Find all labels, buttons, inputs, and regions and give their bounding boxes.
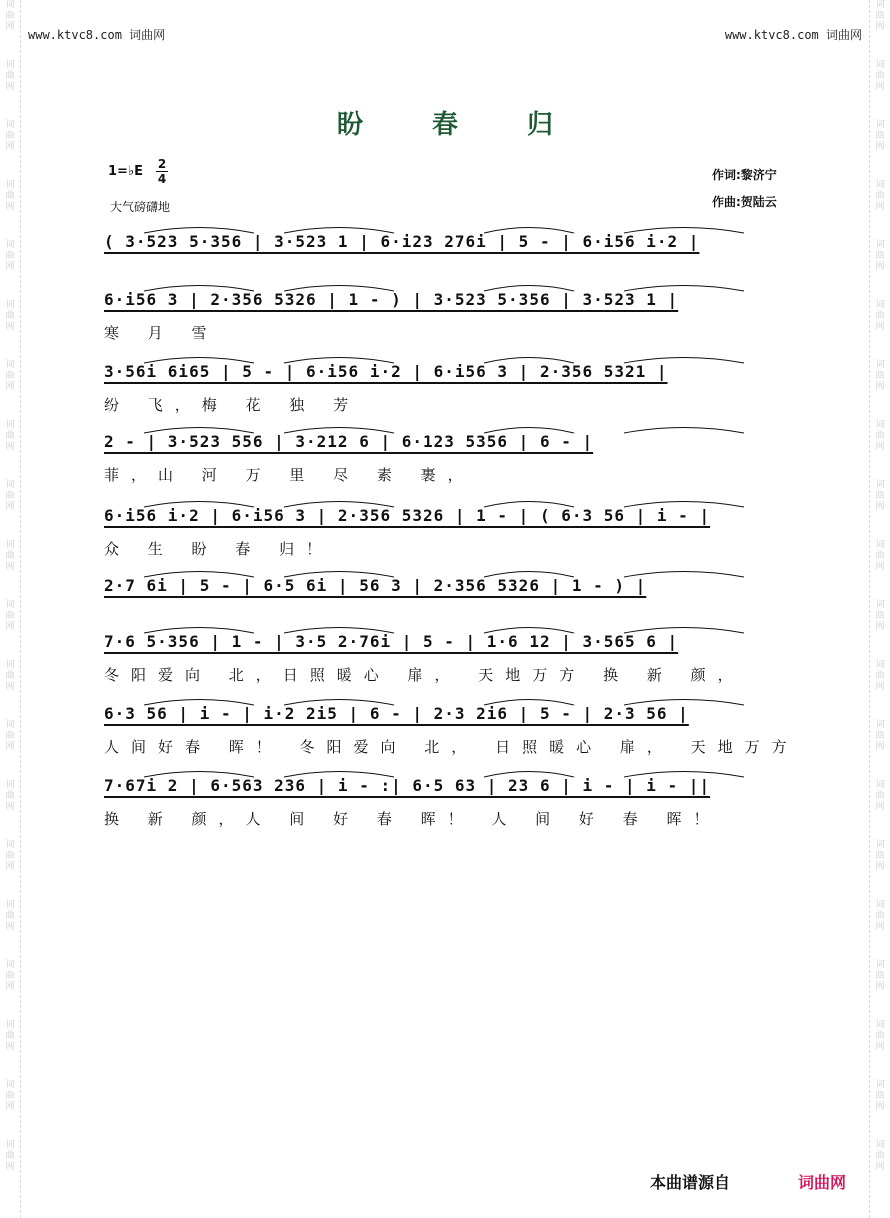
watermark-char: 曲 bbox=[875, 1031, 885, 1041]
watermark-char: 网 bbox=[875, 202, 885, 212]
watermark-char: 词 bbox=[5, 60, 15, 70]
lyricist-credit: 作词:黎济宁 bbox=[712, 168, 777, 182]
watermark-char: 曲 bbox=[5, 671, 15, 681]
watermark-char: 曲 bbox=[875, 971, 885, 981]
watermark-char: 曲 bbox=[5, 731, 15, 741]
watermark-char: 网 bbox=[875, 82, 885, 92]
watermark-char: 网 bbox=[875, 322, 885, 332]
watermark-char: 词 bbox=[875, 1020, 885, 1030]
watermark-char: 词 bbox=[875, 720, 885, 730]
watermark-char: 词 bbox=[5, 900, 15, 910]
watermark-text bbox=[0, 720, 20, 753]
watermark-char: 曲 bbox=[5, 251, 15, 261]
watermark-char: 曲 bbox=[5, 791, 15, 801]
meter-bottom: 4 bbox=[157, 172, 167, 186]
watermark-char: 曲 bbox=[875, 11, 885, 21]
watermark-char: 曲 bbox=[875, 911, 885, 921]
watermark-char: 网 bbox=[5, 982, 15, 992]
watermark-char: 网 bbox=[875, 562, 885, 572]
watermark-char: 词 bbox=[5, 840, 15, 850]
watermark-char: 网 bbox=[5, 22, 15, 32]
watermark-char: 词 bbox=[5, 960, 15, 970]
watermark-char: 词 bbox=[5, 300, 15, 310]
watermark-char: 曲 bbox=[875, 1151, 885, 1161]
watermark-char: 曲 bbox=[875, 671, 885, 681]
watermark-text bbox=[0, 780, 20, 813]
watermark-char: 网 bbox=[5, 82, 15, 92]
lyric-line: 寒 月 雪 bbox=[104, 324, 219, 342]
watermark-char: 网 bbox=[5, 922, 15, 932]
watermark-char: 词 bbox=[5, 120, 15, 130]
watermark-text bbox=[870, 720, 890, 753]
watermark-char: 网 bbox=[5, 1042, 15, 1052]
lyric-line: 纷 飞，梅 花 独 芳 bbox=[104, 396, 361, 414]
watermark-char: 网 bbox=[5, 622, 15, 632]
watermark-char: 网 bbox=[875, 262, 885, 272]
watermark-char: 词 bbox=[875, 360, 885, 370]
header-url-right[interactable]: www.ktvc8.com 词曲网 bbox=[724, 28, 862, 42]
watermark-char: 词 bbox=[875, 600, 885, 610]
song-title: 盼 春 归 bbox=[336, 110, 584, 140]
watermark-char: 词 bbox=[875, 60, 885, 70]
watermark-char: 词 bbox=[875, 960, 885, 970]
watermark-char: 曲 bbox=[5, 551, 15, 561]
footer-brand-link[interactable]: 词曲网 bbox=[798, 1173, 847, 1192]
watermark-char: 词 bbox=[5, 1140, 15, 1150]
watermark-char: 网 bbox=[5, 1102, 15, 1112]
watermark-char: 网 bbox=[5, 562, 15, 572]
watermark-char: 曲 bbox=[5, 431, 15, 441]
watermark-text bbox=[870, 1080, 890, 1113]
time-signature bbox=[156, 158, 168, 185]
watermark-char: 曲 bbox=[875, 551, 885, 561]
watermark-char: 网 bbox=[5, 262, 15, 272]
watermark-char: 词 bbox=[875, 540, 885, 550]
score-line: 2 - | 3·523 556 | 3·212 6 | 6·123 5356 | 6 - | bbox=[104, 432, 594, 451]
watermark-text bbox=[870, 1140, 890, 1173]
watermark-text bbox=[870, 60, 890, 93]
watermark-char: 网 bbox=[875, 502, 885, 512]
watermark-char: 词 bbox=[5, 780, 15, 790]
watermark-char: 曲 bbox=[875, 491, 885, 501]
watermark-char: 网 bbox=[875, 1102, 885, 1112]
watermark-text bbox=[870, 0, 890, 33]
score-line: 7·67i 2 | 6·563 236 | i - :| 6·5 63 | 23 6 | i - | i - || bbox=[104, 776, 711, 795]
watermark-char: 词 bbox=[875, 480, 885, 490]
watermark-char: 网 bbox=[875, 22, 885, 32]
lyric-line bbox=[104, 264, 788, 286]
watermark-char: 词 bbox=[875, 300, 885, 310]
watermark-char: 词 bbox=[5, 360, 15, 370]
watermark-text bbox=[0, 660, 20, 693]
watermark-char: 曲 bbox=[875, 311, 885, 321]
watermark-text bbox=[870, 300, 890, 333]
watermark-char: 网 bbox=[5, 802, 15, 812]
watermark-char: 曲 bbox=[5, 191, 15, 201]
score-line: ( 3·523 5·356 | 3·523 1 | 6·i23 276i | 5 - | 6·i56 i·2 | bbox=[104, 232, 700, 251]
watermark-char: 词 bbox=[5, 1080, 15, 1090]
watermark-char: 词 bbox=[875, 840, 885, 850]
watermark-char: 曲 bbox=[875, 371, 885, 381]
watermark-text bbox=[0, 1080, 20, 1113]
watermark-char: 网 bbox=[875, 982, 885, 992]
watermark-text bbox=[0, 360, 20, 393]
watermark-char: 网 bbox=[5, 322, 15, 332]
score-line: 2·7 6i | 5 - | 6·5 6i | 56 3 | 2·356 5326 | 1 - ) | bbox=[104, 576, 647, 595]
watermark-char: 曲 bbox=[5, 1091, 15, 1101]
watermark-text bbox=[870, 240, 890, 273]
watermark-text bbox=[870, 960, 890, 993]
composer-credit: 作曲:贺陆云 bbox=[712, 195, 777, 209]
watermark-text bbox=[0, 420, 20, 453]
right-watermark-strip bbox=[869, 0, 890, 1218]
lyric-line: 菲，山 河 万 里 尽 素 裹， bbox=[104, 466, 475, 484]
watermark-text bbox=[870, 600, 890, 633]
watermark-char: 曲 bbox=[875, 731, 885, 741]
watermark-char: 词 bbox=[5, 660, 15, 670]
score-line: 6·i56 i·2 | 6·i56 3 | 2·356 5326 | 1 - | ( 6·3 56 | i - | bbox=[104, 506, 711, 525]
watermark-char: 词 bbox=[5, 720, 15, 730]
watermark-char: 词 bbox=[875, 1080, 885, 1090]
lyric-line: 人间好春 晖！ 冬阳爱向 北， 日照暖心 扉， 天地万方 bbox=[104, 738, 799, 756]
watermark-char: 曲 bbox=[875, 131, 885, 141]
watermark-char: 词 bbox=[875, 660, 885, 670]
watermark-char: 词 bbox=[5, 1020, 15, 1030]
watermark-text bbox=[0, 840, 20, 873]
watermark-char: 曲 bbox=[5, 131, 15, 141]
watermark-char: 网 bbox=[5, 502, 15, 512]
watermark-text bbox=[870, 660, 890, 693]
watermark-char: 曲 bbox=[5, 491, 15, 501]
watermark-char: 网 bbox=[875, 802, 885, 812]
watermark-char: 曲 bbox=[875, 851, 885, 861]
watermark-text bbox=[0, 1140, 20, 1173]
score-line: 6·3 56 | i - | i·2 2i5 | 6 - | 2·3 2i6 | 5 - | 2·3 56 | bbox=[104, 704, 689, 723]
score-line: 7·6 5·356 | 1 - | 3·5 2·76i | 5 - | 1·6 12 | 3·565 6 | bbox=[104, 632, 679, 651]
watermark-text bbox=[0, 300, 20, 333]
watermark-char: 词 bbox=[875, 120, 885, 130]
watermark-text bbox=[0, 1020, 20, 1053]
watermark-char: 曲 bbox=[5, 851, 15, 861]
watermark-char: 网 bbox=[5, 862, 15, 872]
watermark-text bbox=[870, 840, 890, 873]
watermark-char: 曲 bbox=[875, 791, 885, 801]
watermark-char: 网 bbox=[875, 1162, 885, 1172]
watermark-char: 词 bbox=[875, 180, 885, 190]
watermark-char: 曲 bbox=[875, 251, 885, 261]
watermark-char: 网 bbox=[875, 142, 885, 152]
watermark-char: 词 bbox=[5, 0, 15, 10]
watermark-char: 曲 bbox=[875, 1091, 885, 1101]
watermark-char: 曲 bbox=[5, 911, 15, 921]
watermark-char: 网 bbox=[875, 442, 885, 452]
lyric-line bbox=[104, 608, 788, 630]
watermark-text bbox=[870, 480, 890, 513]
lyric-line: 换 新 颜，人 间 好 春 晖！ 人 间 好 春 晖！ bbox=[104, 810, 721, 828]
watermark-char: 曲 bbox=[5, 311, 15, 321]
watermark-char: 网 bbox=[5, 202, 15, 212]
left-watermark-strip bbox=[0, 0, 21, 1218]
lyric-line: 冬阳爱向 北，日照暖心 扉， 天地万方 换 新 颜， bbox=[104, 666, 745, 684]
watermark-char: 网 bbox=[875, 682, 885, 692]
watermark-char: 曲 bbox=[875, 611, 885, 621]
header-url-left[interactable]: www.ktvc8.com 词曲网 bbox=[28, 28, 166, 42]
watermark-text bbox=[0, 900, 20, 933]
watermark-char: 词 bbox=[875, 420, 885, 430]
watermark-char: 词 bbox=[5, 420, 15, 430]
watermark-char: 曲 bbox=[5, 71, 15, 81]
watermark-char: 网 bbox=[5, 142, 15, 152]
watermark-char: 网 bbox=[5, 1162, 15, 1172]
watermark-char: 词 bbox=[5, 180, 15, 190]
watermark-text bbox=[870, 180, 890, 213]
watermark-text bbox=[870, 1020, 890, 1053]
watermark-text bbox=[870, 540, 890, 573]
watermark-char: 网 bbox=[875, 742, 885, 752]
watermark-char: 词 bbox=[5, 480, 15, 490]
watermark-char: 网 bbox=[875, 1042, 885, 1052]
watermark-char: 网 bbox=[5, 682, 15, 692]
tempo-marking: 大气磅礴地 bbox=[110, 200, 171, 214]
watermark-char: 曲 bbox=[5, 11, 15, 21]
meter-top: 2 bbox=[157, 157, 167, 171]
watermark-char: 词 bbox=[875, 240, 885, 250]
watermark-char: 曲 bbox=[875, 191, 885, 201]
watermark-char: 网 bbox=[875, 382, 885, 392]
watermark-text bbox=[0, 180, 20, 213]
watermark-char: 词 bbox=[5, 240, 15, 250]
watermark-text bbox=[870, 360, 890, 393]
watermark-char: 曲 bbox=[5, 1031, 15, 1041]
watermark-text bbox=[870, 900, 890, 933]
watermark-char: 曲 bbox=[5, 611, 15, 621]
watermark-text bbox=[0, 480, 20, 513]
watermark-char: 词 bbox=[875, 780, 885, 790]
watermark-char: 网 bbox=[875, 622, 885, 632]
score-line: 3·56i 6i65 | 5 - | 6·i56 i·2 | 6·i56 3 | 2·356 5321 | bbox=[104, 362, 668, 381]
watermark-char: 网 bbox=[5, 382, 15, 392]
watermark-char: 网 bbox=[875, 922, 885, 932]
watermark-text bbox=[0, 540, 20, 573]
watermark-text bbox=[870, 780, 890, 813]
lyric-line: 众 生 盼 春 归！ bbox=[104, 540, 334, 558]
watermark-char: 曲 bbox=[875, 431, 885, 441]
key-signature: 1=♭E bbox=[108, 164, 143, 179]
watermark-char: 网 bbox=[875, 862, 885, 872]
watermark-char: 曲 bbox=[875, 71, 885, 81]
watermark-char: 词 bbox=[5, 540, 15, 550]
score-line: 6·i56 3 | 2·356 5326 | 1 - ) | 3·523 5·356 | 3·523 1 | bbox=[104, 290, 679, 309]
watermark-text bbox=[870, 420, 890, 453]
watermark-char: 曲 bbox=[5, 371, 15, 381]
watermark-char: 词 bbox=[875, 900, 885, 910]
watermark-char: 网 bbox=[5, 742, 15, 752]
watermark-text bbox=[0, 0, 20, 33]
watermark-char: 词 bbox=[5, 600, 15, 610]
watermark-char: 网 bbox=[5, 442, 15, 452]
footer-source-label: 本曲谱源自 bbox=[650, 1173, 731, 1192]
watermark-char: 词 bbox=[875, 1140, 885, 1150]
watermark-char: 曲 bbox=[5, 1151, 15, 1161]
watermark-text bbox=[0, 600, 20, 633]
watermark-text bbox=[0, 960, 20, 993]
watermark-char: 词 bbox=[875, 0, 885, 10]
watermark-text bbox=[0, 240, 20, 273]
watermark-text bbox=[0, 60, 20, 93]
watermark-char: 曲 bbox=[5, 971, 15, 981]
